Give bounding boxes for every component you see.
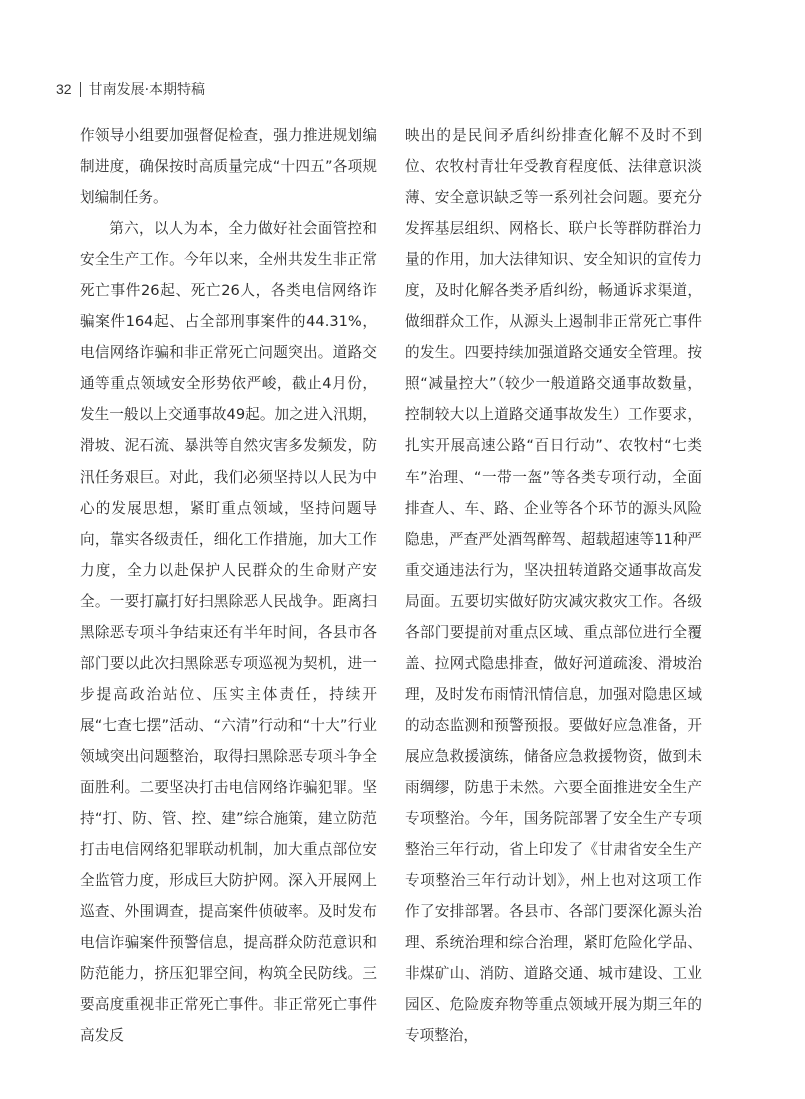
paragraph: 映出的是民间矛盾纠纷排查化解不及时不到位、农牧村青壮年受教育程度低、法律意识淡薄、安全意识缺乏等一系列社会问题。要充分发挥基层组织、网格长、联户长等群防群治力量的作用，加大法律知识、安全知识的宣传力度，及时化解各类矛盾纠纷，畅通诉求渠道，做细群众工作，从源头上遏制非正常死亡事件的发生。四要持续加强道路交通安全管理。按照“减量控大”（较少一般道路交通事故数量，控制较大以上道路交通事故发生）工作要求，扎实开展高速公路“百日行动”、农牧村“七类车”治理、“一带一盔”等各类专项行动，全面排查人、车、路、企业等各个环节的源头风险隐患，严查严处酒驾醉驾、超载超速等11种严重交通违法行为，坚决扭转道路交通事故高发局面。五要切实做好防灾减灾救灾工作。各级各部门要提前对重点区域、重点部位进行全覆盖、拉网式隐患排查，做好河道疏浚、滑坡治理，及时发布雨情汛情信息，加强对隐患区域的动态监测和预警预报。要做好应急准备，开展应急救援演练，储备应急救援物资，做到未雨绸缪，防患于未然。六要全面推进安全生产专项整治。今年，国务院部署了安全生产专项整治三年行动，省上印发了《甘肃省安全生产专项整治三年行动计划》，州上也对这项工作作了安排部署。各县市、各部门要深化源头治理、系统治理和综合治理，紧盯危险化学品、非煤矿山、消防、道路交通、城市建设、工业园区、危险废弃物等重点领域开展为期三年的专项整治， [405, 127, 702, 1045]
left-column [80, 120, 377, 1051]
right-column [405, 120, 702, 1051]
page-number: 32 [56, 81, 72, 97]
page-header [56, 79, 205, 99]
paragraph: 第六，以人为本，全力做好社会面管控和安全生产工作。今年以来，全州共发生非正常死亡事件26起、死亡26人，各类电信网络诈骗案件164起、占全部刑事案件的44.31%，电信网络诈骗和非正常死亡问题突出。道路交通等重点领域安全形势依严峻，截止4月份，发生一般以上交通事故49起。加之进入汛期，滑坡、泥石流、暴洪等自然灾害多发频发，防汛任务艰巨。对此，我们必须坚持以人民为中心的发展思想，紧盯重点领域，坚持问题导向，靠实各级责任，细化工作措施，加大工作力度，全力以赴保护人民群众的生命财产安全。一要打赢打好扫黑除恶人民战争。距离扫黑除恶专项斗争结束还有半年时间，各县市各部门要以此次扫黑除恶专项巡视为契机，进一步提高政治站位、压实主体责任，持续开展“七查七摆”活动、“六清”行动和“十大”行业领域突出问题整治，取得扫黑除恶专项斗争全面胜利。二要坚决打击电信网络诈骗犯罪。坚持“打、防、管、控、建”综合施策，建立防范打击电信网络犯罪联动机制，加大重点部位安全监管力度，形成巨大防护网。深入开展网上巡查、外围调查，提高案件侦破率。及时发布电信诈骗案件预警信息，提高群众防范意识和防范能力，挤压犯罪空间，构筑全民防线。三要高度重视非正常死亡事件。非正常死亡事件高发反 [80, 220, 377, 1045]
section-title: 甘南发展·本期特稿 [88, 82, 206, 98]
paragraph: 作领导小组要加强督促检查，强力推进规划编制进度，确保按时高质量完成“十四五”各项规划编制任务。 [80, 127, 377, 207]
header-divider [80, 82, 81, 97]
